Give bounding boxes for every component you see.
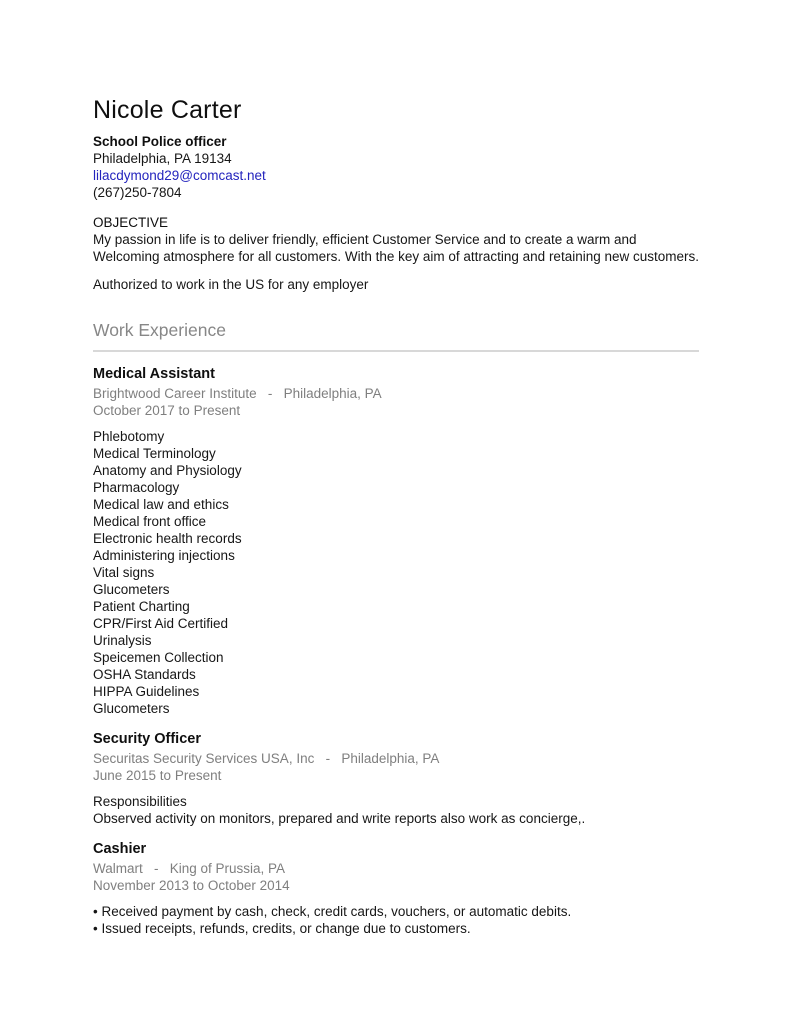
job-title: Security Officer (93, 730, 201, 747)
job-detail-line: • Issued receipts, refunds, credits, or change due to customers. (93, 921, 471, 936)
resume-header (93, 96, 701, 201)
job-detail-line: Glucometers (93, 581, 170, 597)
job-detail-line: Electronic health records (93, 530, 242, 546)
job-dates: November 2013 to October 2014 (93, 878, 290, 893)
work-authorization-text: Authorized to work in the US for any employer (93, 276, 369, 292)
job-detail-line: HIPPA Guidelines (93, 683, 200, 699)
job-company-location: Securitas Security Services USA, Inc - Philadelphia, PA (93, 750, 440, 766)
job-dates: June 2015 to Present (93, 767, 222, 783)
job-details (93, 903, 701, 937)
job-entry-cashier (93, 840, 701, 937)
job-detail-line: Glucometers (93, 700, 170, 716)
work-experience-section (93, 320, 701, 937)
objective-text: My passion in life is to deliver friendly, efficient Customer Service and to create a warm and Welcoming atmosphere for all customers. With the key aim of attracting and retaining new customers. (93, 231, 700, 264)
job-dates: October 2017 to Present (93, 402, 241, 418)
job-detail-line: Medical front office (93, 513, 207, 529)
job-detail-line: Observed activity on monitors, prepared and write reports also work as concierge,. (93, 810, 586, 826)
job-detail-line: Anatomy and Physiology (93, 462, 242, 478)
job-detail-line: Pharmacology (93, 479, 180, 495)
job-title: Cashier (93, 840, 147, 857)
candidate-phone: (267)250-7804 (93, 184, 182, 200)
job-title: Medical Assistant (93, 365, 215, 382)
job-detail-line: Responsibilities (93, 793, 187, 809)
candidate-name: Nicole Carter (93, 96, 242, 124)
job-entry-security-officer (93, 730, 701, 827)
job-detail-line: CPR/First Aid Certified (93, 615, 229, 631)
job-detail-line: Speicemen Collection (93, 649, 224, 665)
job-detail-line: Vital signs (93, 564, 155, 580)
objective-heading: OBJECTIVE (93, 214, 169, 230)
job-detail-line: Administering injections (93, 547, 235, 563)
job-company-location: Brightwood Career Institute - Philadelphia, PA (93, 385, 382, 401)
job-detail-line: Urinalysis (93, 632, 152, 648)
job-detail-line: Phlebotomy (93, 428, 165, 444)
candidate-location: Philadelphia, PA 19134 (93, 150, 232, 166)
job-detail-line: OSHA Standards (93, 666, 196, 682)
section-divider (93, 350, 699, 352)
job-detail-line: Medical law and ethics (93, 496, 229, 512)
job-details (93, 428, 701, 717)
job-company-location: Walmart - King of Prussia, PA (93, 861, 286, 876)
job-entry-medical-assistant (93, 365, 701, 717)
objective-section (93, 214, 701, 293)
email-link[interactable]: lilacdymond29@comcast.net (93, 167, 266, 183)
job-detail-line: Medical Terminology (93, 445, 216, 461)
job-detail-line: Patient Charting (93, 598, 190, 614)
candidate-job-title: School Police officer (93, 133, 227, 149)
job-detail-line: • Received payment by cash, check, credit cards, vouchers, or automatic debits. (93, 904, 572, 919)
work-experience-heading: Work Experience (93, 319, 226, 340)
job-details (93, 793, 701, 827)
